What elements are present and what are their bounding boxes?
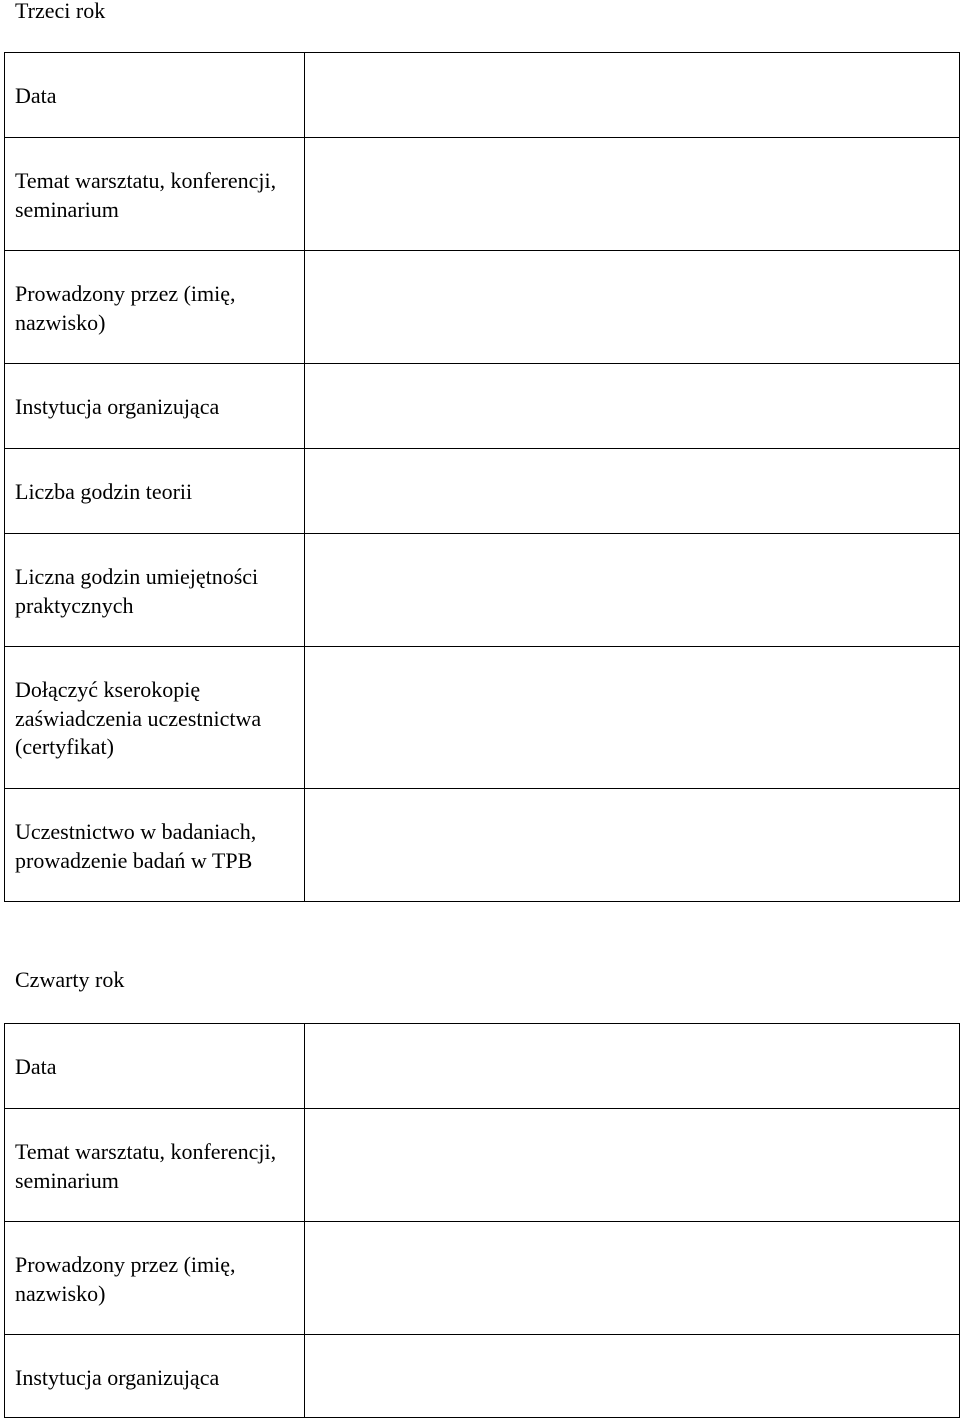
led-by-label: Prowadzony przez (imię, nazwisko) — [15, 1252, 236, 1306]
label-cell — [5, 449, 305, 534]
label-cell — [5, 364, 305, 449]
label-cell — [5, 138, 305, 251]
label-cell — [5, 1024, 305, 1109]
topic-label: Temat warsztatu, konferencji, seminarium — [15, 1139, 277, 1193]
practical-hours-label: Liczna godzin umiejętności praktycznych — [15, 564, 259, 618]
institution-label: Instytucja organizująca — [15, 1365, 220, 1390]
section-heading-third-year: Trzeci rok — [15, 0, 106, 23]
label-cell — [5, 1109, 305, 1222]
certificate-label: Dołączyć kserokopię zaświadczenia uczestnictwa (certyfikat) — [15, 677, 262, 759]
table-row-topic — [5, 1109, 960, 1222]
institution-value-field[interactable] — [305, 1335, 960, 1418]
theory-hours-label: Liczba godzin teorii — [15, 479, 193, 504]
table-row-research — [5, 789, 960, 902]
led-by-value-field[interactable] — [305, 1222, 960, 1335]
theory-hours-value-field[interactable] — [305, 449, 960, 534]
led-by-value-field[interactable] — [305, 251, 960, 364]
table-row-topic — [5, 138, 960, 251]
institution-label: Instytucja organizująca — [15, 394, 220, 419]
table-row-theory-hours — [5, 449, 960, 534]
third-year-form-table — [4, 52, 960, 902]
label-cell — [5, 1222, 305, 1335]
date-label: Data — [15, 83, 57, 108]
institution-value-field[interactable] — [305, 364, 960, 449]
certificate-value-field[interactable] — [305, 647, 960, 789]
table-row-date — [5, 1024, 960, 1109]
research-value-field[interactable] — [305, 789, 960, 902]
research-label: Uczestnictwo w badaniach, prowadzenie badań w TPB — [15, 819, 257, 873]
label-cell — [5, 53, 305, 138]
label-cell — [5, 647, 305, 789]
section-heading-fourth-year: Czwarty rok — [15, 967, 125, 992]
table-row-institution — [5, 1335, 960, 1418]
table-row-led-by — [5, 1222, 960, 1335]
topic-label: Temat warsztatu, konferencji, seminarium — [15, 168, 277, 222]
label-cell — [5, 534, 305, 647]
table-row-institution — [5, 364, 960, 449]
table-row-date — [5, 53, 960, 138]
fourth-year-form-table — [4, 1023, 960, 1418]
date-value-field[interactable] — [305, 1024, 960, 1109]
topic-value-field[interactable] — [305, 138, 960, 251]
label-cell — [5, 789, 305, 902]
table-row-certificate — [5, 647, 960, 789]
label-cell — [5, 251, 305, 364]
label-cell — [5, 1335, 305, 1418]
led-by-label: Prowadzony przez (imię, nazwisko) — [15, 281, 236, 335]
topic-value-field[interactable] — [305, 1109, 960, 1222]
practical-hours-value-field[interactable] — [305, 534, 960, 647]
table-row-practical-hours — [5, 534, 960, 647]
table-row-led-by — [5, 251, 960, 364]
date-label: Data — [15, 1054, 57, 1079]
date-value-field[interactable] — [305, 53, 960, 138]
